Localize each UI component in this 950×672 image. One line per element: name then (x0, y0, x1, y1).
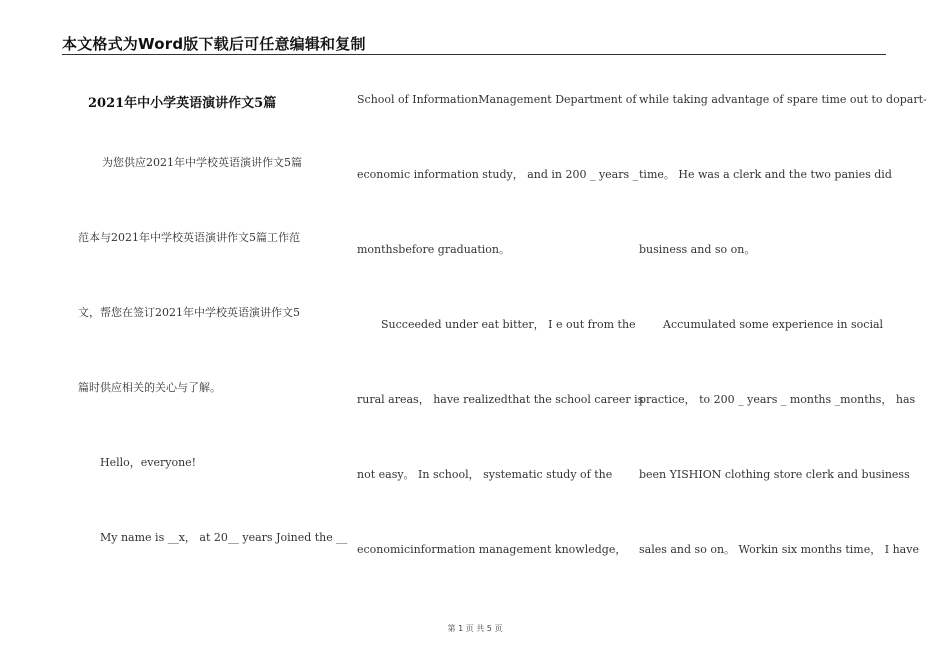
header-title: 本文格式为Word版下载后可任意编辑和复制 (62, 35, 366, 53)
text-line: 文，帮您在签订2021年中学校英语演讲作文5 (78, 306, 300, 319)
text-line: economicinformation management knowledge， (357, 543, 627, 556)
text-line: Hello，everyone! (100, 456, 197, 469)
text-line: monthsbefore graduation。 (357, 243, 510, 256)
text-line: rural areas， have realizedthat the school career is (357, 393, 644, 406)
text-line: been YISHION clothing store clerk and business (639, 468, 910, 481)
text-line: time。 He was a clerk and the two panies did (639, 168, 892, 181)
text-line: Succeeded under eat bitter， I e out from the (381, 318, 636, 331)
page-number: 第 1 页 共 5 页 (447, 624, 503, 633)
text-line: My name is __x， at 20__ years Joined the __ (100, 531, 348, 544)
header-divider (62, 54, 886, 55)
text-line: practice， to 200 _ years _ months _months， has (639, 393, 916, 406)
text-line: sales and so on。 Workin six months time， I have (639, 543, 919, 556)
text-line: not easy。 In school， systematic study of the (357, 468, 613, 481)
text-line: business and so on。 (639, 243, 756, 256)
text-line: Accumulated some experience in social (663, 318, 884, 331)
text-line: 篇时供应相关的关心与了解。 (78, 381, 221, 394)
text-line: 范本与2021年中学校英语演讲作文5篇工作范 (78, 231, 300, 244)
document-title: 2021年中小学英语演讲作文5篇 (88, 96, 277, 111)
text-line: while taking advantage of spare time out to dopart- (639, 93, 927, 106)
text-line: School of InformationManagement Department of (357, 93, 637, 106)
text-line: economic information study， and in 200 _ years _ (357, 168, 639, 181)
text-line: 为您供应2021年中学校英语演讲作文5篇 (102, 156, 302, 169)
